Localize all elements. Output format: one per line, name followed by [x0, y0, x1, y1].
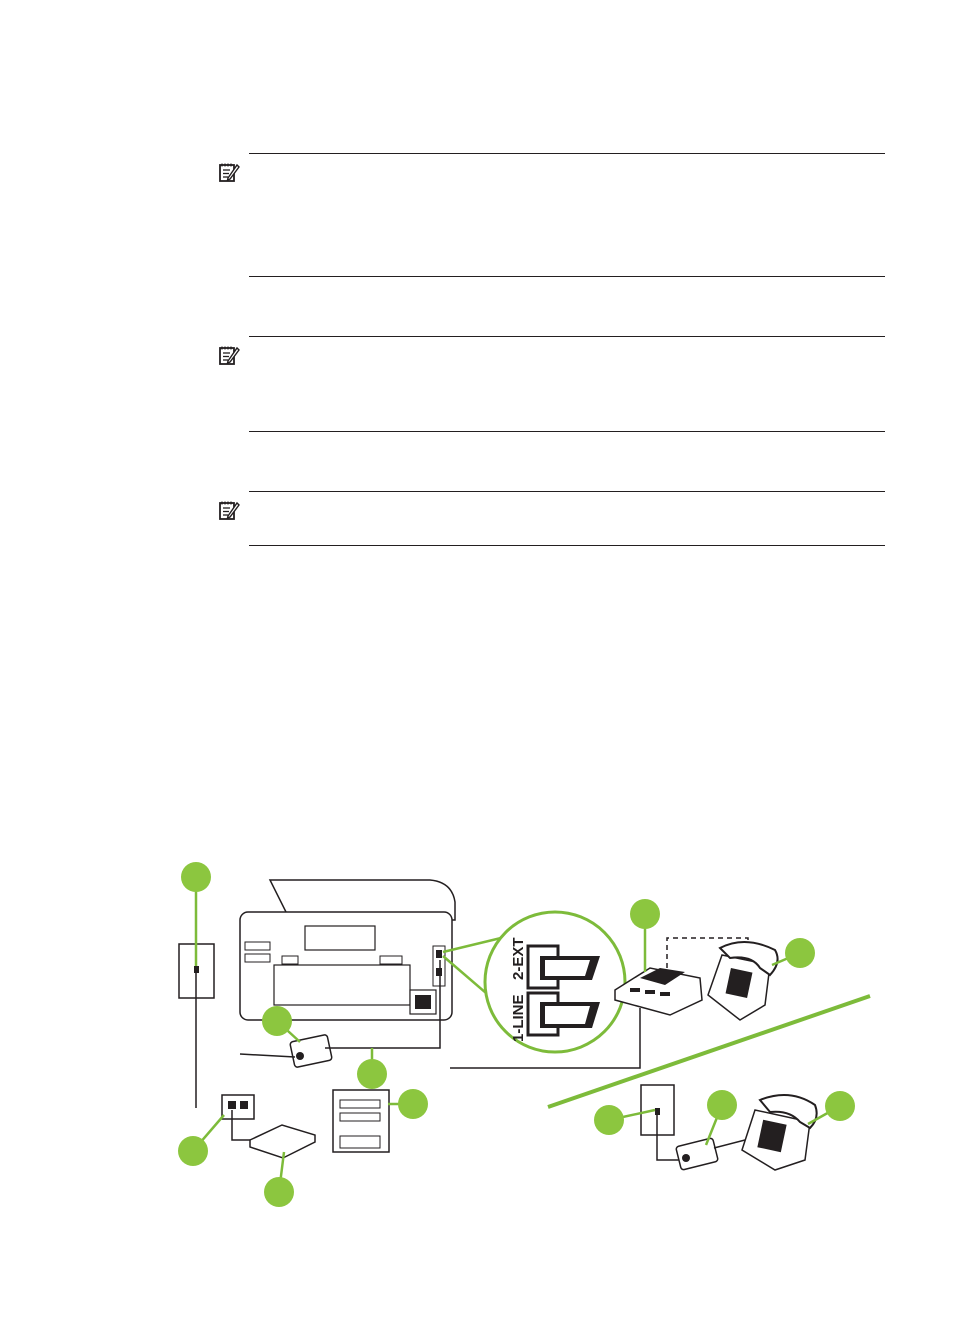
ports-magnifier	[443, 912, 625, 1052]
callout-marker	[181, 862, 211, 892]
computer-icon	[333, 1090, 389, 1152]
callout-marker	[785, 938, 815, 968]
callout-marker	[262, 1006, 292, 1036]
dsl-modem	[250, 1125, 315, 1158]
callout-marker	[178, 1136, 208, 1166]
port-label-ext: 2-EXT	[510, 937, 527, 980]
note-icon	[218, 345, 240, 367]
port-label-line: 1-LINE	[510, 994, 527, 1042]
printer	[240, 880, 455, 1020]
note-top-rule	[249, 336, 885, 337]
filter-line	[240, 1054, 295, 1057]
answering-machine	[615, 968, 702, 1015]
note-bottom-rule	[249, 431, 885, 432]
note-icon	[218, 500, 240, 522]
note-top-rule	[249, 491, 885, 492]
callout-marker	[398, 1089, 428, 1119]
callout-marker	[707, 1090, 737, 1120]
note-icon	[218, 162, 240, 184]
telephone-remote-icon	[742, 1095, 817, 1170]
callout-marker	[264, 1177, 294, 1207]
telephone-icon	[708, 942, 778, 1020]
note-bottom-rule	[249, 545, 885, 546]
callout-marker	[825, 1091, 855, 1121]
splitter-box	[222, 1095, 254, 1119]
note-bottom-rule	[249, 276, 885, 277]
callout-marker	[630, 899, 660, 929]
remote-phone-line	[714, 1140, 745, 1148]
note-top-rule	[249, 153, 885, 154]
dsl-filter-remote	[676, 1138, 719, 1170]
callout-marker	[357, 1059, 387, 1089]
fax-connection-diagram	[0, 850, 954, 1230]
callout-marker	[594, 1105, 624, 1135]
